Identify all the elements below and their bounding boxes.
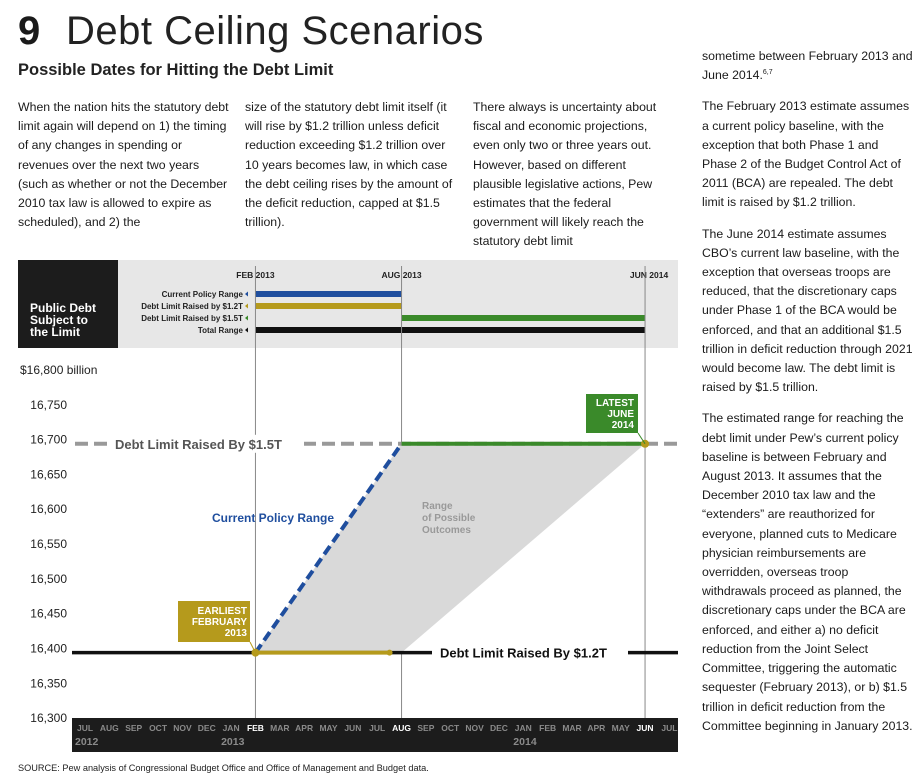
- y-tick-label: 16,550: [30, 537, 67, 552]
- paragraph: [702, 47, 914, 85]
- x-tick-label: JAN: [514, 723, 532, 733]
- latest-callout-label: JUNE: [607, 409, 634, 420]
- x-tick-label: AUG: [99, 723, 119, 733]
- earliest-callout-label: EARLIEST: [197, 606, 247, 617]
- timeline-legend-label: Debt Limit Raised by $1.2T: [141, 302, 243, 311]
- x-year-label: 2014: [513, 736, 537, 748]
- earliest-callout-label: 2013: [224, 628, 247, 639]
- paragraph: The estimated range for reaching the debt limit under Pew’s current policy baseline is between February and August 2013. It assumes that the December 2010 tax law and the “extenders” are reauthorized for everyone, planned cuts to Medicare physician reimbursements are overridden, overseas troop withdrawals proceed as planned, the discretionary caps under the BCA are enforced, and either a) no deficit reduction from the Joint Select Committee, triggering the automatic sequester (February 2013), or b) $1.5 trillion in deficit reduction from the Committee beginning in January 2013.: [702, 411, 913, 733]
- y-tick-label: 16,700: [30, 432, 67, 447]
- text-column-4: [702, 47, 914, 748]
- x-tick-label: JUL: [661, 723, 678, 733]
- footnote-ref: 6,7: [762, 69, 773, 77]
- current-policy-range-label: Current Policy Range: [212, 511, 335, 525]
- y-tick-label: 16,300: [30, 711, 67, 726]
- x-tick-label: JUL: [369, 723, 386, 733]
- debt-ceiling-chart: [0, 256, 690, 756]
- y-tick-label: 16,650: [30, 467, 67, 482]
- paragraph: size of the statutory debt limit itself (it will rise by $1.2 trillion unless deficit reduction exceeding $1.2 trillion over 10 years becomes law, in which case the debt ceiling rises by the amount of the deficit reduction, capped at $1.5 trillion).: [245, 100, 453, 230]
- x-tick-label: JAN: [222, 723, 240, 733]
- latest-callout-label: 2014: [611, 420, 634, 431]
- x-tick-label: MAR: [562, 723, 582, 733]
- x-tick-label: NOV: [465, 723, 484, 733]
- y-tick-label: 16,500: [30, 571, 67, 586]
- earliest-callout-label: FEBRUARY: [191, 617, 247, 628]
- timeline-legend-bar: [255, 303, 401, 309]
- x-tick-label: APR: [295, 723, 314, 733]
- range-region: [255, 444, 645, 653]
- y-axis-title: the Limit: [30, 325, 80, 339]
- timeline-legend-label: Current Policy Range: [161, 290, 243, 299]
- x-year-label: 2012: [75, 736, 99, 748]
- paragraph-text: sometime between February 2013 and June 2014.: [702, 49, 913, 83]
- x-tick-label: AUG: [392, 723, 411, 733]
- limit-1-2t-label: Debt Limit Raised By $1.2T: [440, 645, 607, 661]
- text-column-3: [473, 98, 673, 264]
- x-tick-label: JUL: [76, 723, 94, 733]
- y-tick-label: 16,400: [30, 641, 67, 656]
- range-region-label: of Possible: [422, 513, 476, 524]
- timeline-legend-label: Total Range: [197, 326, 243, 335]
- timeline-marker-label: AUG 2013: [381, 270, 422, 280]
- latest-callout-label: LATEST: [595, 398, 634, 409]
- timeline-marker-label: JUN 2014: [629, 270, 669, 280]
- x-tick-label: SEP: [125, 723, 143, 733]
- x-tick-label: NOV: [173, 723, 192, 733]
- x-year-label: 2013: [221, 736, 245, 748]
- range-region-label: Outcomes: [422, 525, 471, 536]
- y-axis-title: Subject to: [30, 313, 89, 327]
- x-tick-label: DEC: [197, 723, 216, 733]
- text-column-2: [245, 98, 457, 244]
- paragraph: When the nation hits the statutory debt limit again will depend on 1) the timing of any changes in spending or revenues over the next two years (such as whether or not the December 2010 tax law is allowed to expire as scheduled), and 2) the: [18, 100, 229, 230]
- paragraph: There always is uncertainty about fiscal and economic projections, even only two or three years out. However, based on different plausible legislative actions, Pew estimates that the federal government will likely reach the statutory debt limit: [473, 100, 657, 249]
- page-title: Debt Ceiling Scenarios: [66, 9, 484, 53]
- chapter-number: 9: [18, 9, 41, 53]
- x-tick-label: MAR: [270, 723, 290, 733]
- x-tick-label: MAY: [319, 723, 338, 733]
- x-tick-label: DEC: [489, 723, 508, 733]
- range-region-label: Range: [422, 501, 453, 512]
- y-tick-label: 16,350: [30, 676, 67, 691]
- x-tick-label: APR: [587, 723, 606, 733]
- x-tick-label: OCT: [149, 723, 168, 733]
- y-tick-label: 16,600: [30, 502, 67, 517]
- x-tick-label: FEB: [539, 723, 557, 733]
- series-point: [251, 649, 259, 657]
- y-unit-label: $16,800 billion: [20, 363, 98, 377]
- timeline-legend-bar: [402, 315, 646, 321]
- x-tick-label: OCT: [441, 723, 460, 733]
- y-axis-title: Public Debt: [30, 301, 97, 315]
- x-tick-label: SEP: [417, 723, 435, 733]
- limit-1-5t-label: Debt Limit Raised By $1.5T: [115, 436, 282, 452]
- timeline-legend-bar: [255, 327, 645, 333]
- source-note: SOURCE: Pew analysis of Congressional Budget Office and Office of Management and Budget data.: [18, 763, 429, 773]
- timeline-legend-label: Debt Limit Raised by $1.5T: [141, 314, 243, 323]
- timeline-marker-label: FEB 2013: [236, 270, 275, 280]
- x-tick-label: MAY: [611, 723, 630, 733]
- paragraph: The June 2014 estimate assumes CBO’s current law baseline, with the exception that overseas troops are reduced, that the discretionary caps under Phase 1 of the BCA would be enforced, and that an additional $1.5 trillion in deficit reduction through 2021 would become law. The debt limit is raised by $1.5 trillion.: [702, 226, 913, 395]
- x-tick-label: FEB: [246, 723, 264, 733]
- text-column-1: [18, 98, 230, 244]
- paragraph: The February 2013 estimate assumes a current policy baseline, with the exception that both Phase 1 and Phase 2 of the Budget Control Act of 2011 (BCA) are repealed. The debt limit is raised by $1.2 trillion.: [702, 99, 910, 210]
- x-tick-label: JUN: [344, 723, 362, 733]
- y-tick-label: 16,750: [30, 397, 67, 412]
- y-tick-label: 16,450: [30, 606, 67, 621]
- x-tick-label: JUN: [636, 723, 654, 733]
- page-subtitle: Possible Dates for Hitting the Debt Limit: [18, 61, 334, 79]
- timeline-legend-bar: [255, 291, 401, 297]
- series-point: [387, 650, 393, 656]
